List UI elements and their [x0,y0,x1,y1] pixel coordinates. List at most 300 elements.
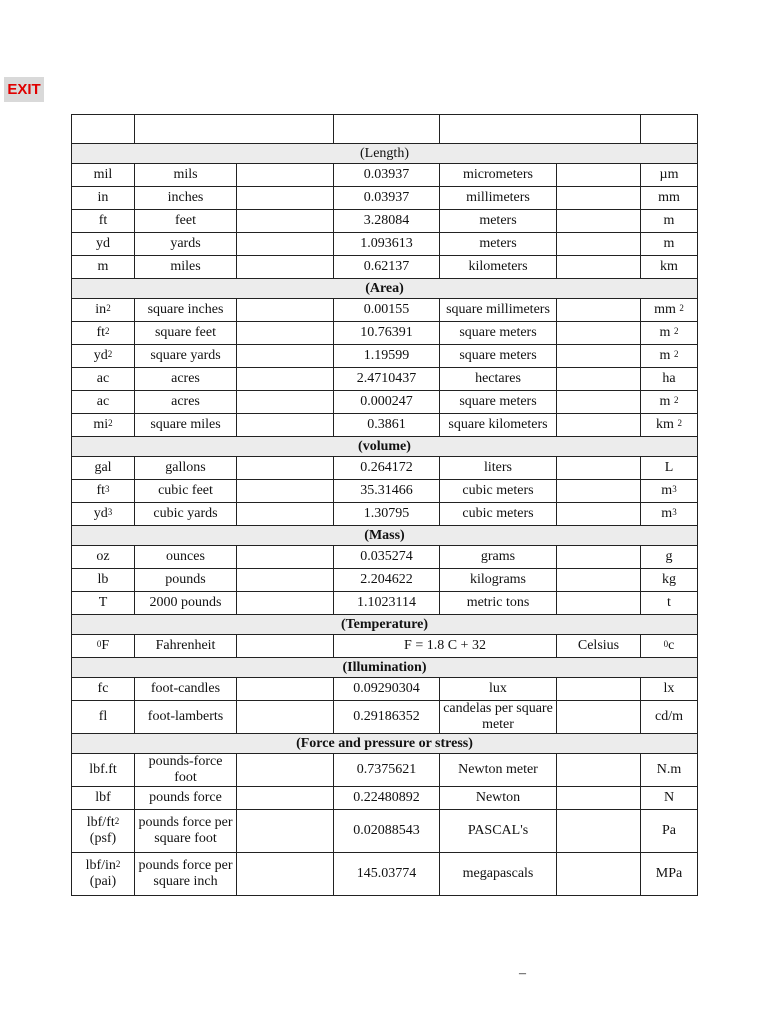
blank-cell [237,187,334,210]
blank-cell [237,569,334,592]
table-row [72,256,698,279]
symbol-cell [72,853,135,896]
target-cell [557,635,641,658]
table-row [72,787,698,810]
unit-text: L [664,460,674,475]
target-text: square kilometers [448,417,548,432]
unit-cell [641,322,698,345]
symbol-superscript: 2 [115,859,121,869]
target-cell [440,853,557,896]
symbol-text: lbf/ft [86,815,115,830]
table-row [72,233,698,256]
table-row [72,187,698,210]
factor-cell [334,853,440,896]
unit-cell [641,635,698,658]
target-cell [440,414,557,437]
name-cell [135,853,237,896]
factor-text: 35.31466 [360,483,413,498]
name-text: cubic feet [158,483,213,498]
name-cell [135,322,237,345]
table-row [72,457,698,480]
name-cell [135,210,237,233]
factor-cell [334,701,440,734]
section-title [72,144,698,164]
factor-text: 0.03937 [363,190,410,205]
table-row [72,480,698,503]
symbol-text: in [97,190,109,205]
target-text: Newton [475,790,521,805]
unit-cell [641,187,698,210]
target-text: meters [479,213,517,228]
symbol-cell [72,322,135,345]
blank-cell [557,210,641,233]
blank-cell [237,853,334,896]
section-header-row [72,526,698,546]
unit-text: ha [662,371,676,386]
symbol-text: oz [96,549,110,564]
name-cell [135,635,237,658]
symbol-text: lbf/in [85,858,116,873]
symbol-text: ft [96,483,106,498]
name-text: feet [175,213,196,228]
blank-cell [557,480,641,503]
unit-superscript: 2 [673,349,679,359]
factor-text: 0.000247 [360,394,413,409]
blank-cell [557,853,641,896]
target-cell [440,503,557,526]
factor-cell [334,299,440,322]
conversion-table [71,114,698,896]
unit-text: m [659,348,674,363]
section-title-text: (Length) [360,145,409,161]
blank-cell [557,678,641,701]
symbol-text: ft [98,213,108,228]
blank-cell [237,299,334,322]
factor-cell [334,480,440,503]
name-cell [135,457,237,480]
symbol-superscript: 3 [105,484,110,494]
target-text: Newton meter [458,762,538,777]
target-cell [440,810,557,853]
blank-cell [557,233,641,256]
factor-cell [334,810,440,853]
section-header-row [72,144,698,164]
target-text: liters [484,460,512,475]
unit-cell [641,457,698,480]
name-cell [135,233,237,256]
symbol-cell [72,592,135,615]
target-text: kilograms [470,572,526,587]
symbol-superscript: 3 [107,507,113,517]
target-text: square meters [459,394,537,409]
section-title-text: (Area) [365,280,404,296]
blank-cell [237,810,334,853]
unit-text: km [656,417,678,432]
symbol-cell [72,256,135,279]
name-text: inches [167,190,204,205]
unit-text: mm [654,302,680,317]
symbol-cell [72,368,135,391]
symbol-text: lb [97,572,109,587]
name-cell [135,187,237,210]
table-row [72,299,698,322]
name-cell [135,256,237,279]
name-text: square inches [147,302,224,317]
name-text: square feet [154,325,217,340]
name-cell [135,299,237,322]
factor-text: 0.09290304 [353,681,420,696]
unit-superscript: 3 [672,484,677,494]
target-cell [440,569,557,592]
unit-cell [641,810,698,853]
name-cell [135,754,237,787]
factor-cell [334,391,440,414]
target-text: metric tons [466,595,530,610]
symbol-cell [72,299,135,322]
unit-text: km [660,259,678,274]
symbol-text: yd [96,236,110,251]
unit-cell [641,480,698,503]
blank-cell [557,345,641,368]
target-text: Celsius [577,638,620,653]
unit-cell [641,368,698,391]
section-title-text: (Mass) [364,527,405,543]
symbol-text: lbf.ft [89,762,117,777]
name-cell [135,546,237,569]
section-header-row [72,437,698,457]
unit-text: mm [658,190,680,205]
name-text: gallons [165,460,206,475]
unit-text: m [659,394,674,409]
symbol-text: lbf [95,790,111,805]
target-cell [440,233,557,256]
blank-cell [237,368,334,391]
symbol-cell [72,480,135,503]
symbol-cell [72,210,135,233]
factor-text: 1.30795 [363,506,410,521]
table-row [72,368,698,391]
symbol-text: yd [93,506,108,521]
section-title [72,437,698,457]
factor-text: 2.4710437 [356,371,417,386]
table-row [72,322,698,345]
section-title [72,658,698,678]
table-row [72,592,698,615]
name-text: ounces [166,549,205,564]
symbol-text: in [95,302,107,317]
symbol-text: ft [96,325,106,340]
symbol-text: gal [94,460,112,475]
name-text: square yards [150,348,221,363]
factor-text: 10.76391 [360,325,413,340]
blank-cell [237,164,334,187]
unit-text: N [663,790,675,805]
unit-cell [641,391,698,414]
name-text: mils [173,167,198,182]
factor-text: 1.093613 [360,236,413,251]
name-cell [135,569,237,592]
unit-cell [641,787,698,810]
blank-cell [237,345,334,368]
name-text: yards [170,236,201,251]
target-cell [440,787,557,810]
table-row [72,164,698,187]
blank-cell [557,592,641,615]
section-title-text: (Force and pressure or stress) [296,735,473,751]
symbol-superscript: 2 [114,816,120,826]
target-text: square meters [459,325,537,340]
unit-cell [641,592,698,615]
name-cell [135,503,237,526]
unit-superscript: 2 [673,395,679,405]
blank-cell [557,187,641,210]
header-cell [72,115,135,144]
name-text: foot-lamberts [147,709,224,724]
unit-text: N.m [656,762,682,777]
section-title [72,615,698,635]
target-text: micrometers [463,167,533,182]
name-text: acres [171,371,200,386]
blank-cell [237,503,334,526]
blank-cell [237,322,334,345]
factor-cell [334,210,440,233]
blank-cell [557,701,641,734]
symbol-cell [72,546,135,569]
target-cell [440,546,557,569]
blank-cell [557,503,641,526]
factor-cell [334,546,440,569]
blank-cell [557,414,641,437]
unit-cell [641,345,698,368]
factor-cell [334,787,440,810]
factor-text: 0.00155 [363,302,410,317]
name-text: square miles [150,417,221,432]
unit-text: t [667,595,671,610]
unit-cell [641,853,698,896]
target-text: square millimeters [446,302,550,317]
symbol-cell [72,701,135,734]
unit-superscript: 0 [663,639,669,649]
name-cell [135,345,237,368]
unit-text: Pa [662,823,676,838]
factor-text: 0.22480892 [353,790,420,805]
factor-text: 1.19599 [363,348,410,363]
symbol-cell [72,754,135,787]
unit-text: m [663,213,675,228]
section-header-row [72,615,698,635]
factor-text: 0.62137 [363,259,410,274]
symbol-cell [72,414,135,437]
blank-cell [237,701,334,734]
name-text: pounds force per square foot [138,815,233,846]
factor-cell [334,592,440,615]
section-title [72,734,698,754]
blank-cell [557,322,641,345]
unit-cell [641,678,698,701]
section-header-row [72,279,698,299]
table-row [72,853,698,896]
unit-cell [641,414,698,437]
factor-cell [334,457,440,480]
table-row [72,345,698,368]
blank-cell [557,391,641,414]
factor-text: 0.02088543 [353,823,420,838]
factor-cell [334,569,440,592]
symbol-superscript: 0 [96,639,102,649]
unit-text: c [668,638,675,653]
unit-text: m [659,325,674,340]
symbol-text: m [97,259,109,274]
target-cell [440,187,557,210]
section-header-row [72,658,698,678]
target-cell [440,480,557,503]
blank-cell [237,256,334,279]
table-row [72,391,698,414]
name-text: pounds force per square inch [138,858,233,889]
factor-text: 0.264172 [360,460,413,475]
target-text: cubic meters [462,483,534,498]
symbol-cell [72,810,135,853]
header-row [72,115,698,144]
section-title [72,526,698,546]
symbol-cell [72,233,135,256]
section-title-text: (Illumination) [342,659,427,675]
target-text: cubic meters [462,506,534,521]
blank-cell [237,678,334,701]
name-text: pounds force [149,790,222,805]
blank-cell [557,368,641,391]
unit-text: lx [663,681,675,696]
factor-cell [334,187,440,210]
factor-cell [334,754,440,787]
factor-text: 0.7375621 [356,762,417,777]
unit-text: cd/m [655,709,683,724]
target-cell [440,457,557,480]
factor-text: 3.28084 [363,213,410,228]
symbol-cell [72,787,135,810]
blank-cell [237,391,334,414]
section-title [72,279,698,299]
symbol-text: mil [93,167,113,182]
name-cell [135,678,237,701]
factor-text: 0.29186352 [353,709,420,724]
exit-button[interactable]: EXIT [4,77,44,102]
unit-text: µm [659,167,679,182]
target-cell [440,754,557,787]
target-text: grams [480,549,516,564]
target-cell [440,210,557,233]
unit-cell [641,164,698,187]
table-row [72,210,698,233]
target-text: hectares [475,371,521,386]
target-text: kilometers [468,259,528,274]
unit-text: MPa [655,866,683,881]
unit-cell [641,546,698,569]
name-text: 2000 pounds [149,595,222,610]
target-cell [440,256,557,279]
table-row [72,503,698,526]
name-cell [135,414,237,437]
table-row [72,810,698,853]
header-cell [641,115,698,144]
symbol-text: fl [98,709,108,724]
symbol-cell [72,635,135,658]
factor-cell [334,164,440,187]
target-cell [440,345,557,368]
formula-cell [334,635,557,658]
symbol-superscript: 2 [108,418,113,428]
target-cell [440,678,557,701]
name-cell [135,810,237,853]
symbol-cell [72,187,135,210]
unit-cell [641,701,698,734]
blank-cell [237,592,334,615]
table-row [72,701,698,734]
target-cell [440,299,557,322]
name-cell [135,787,237,810]
name-cell [135,391,237,414]
blank-cell [557,256,641,279]
symbol-superscript: 2 [106,303,111,313]
symbol-cell [72,457,135,480]
unit-cell [641,503,698,526]
factor-cell [334,678,440,701]
symbol-cell [72,164,135,187]
section-title-text: (volume) [358,438,411,454]
factor-cell [334,368,440,391]
header-cell [334,115,440,144]
factor-cell [334,345,440,368]
blank-cell [237,480,334,503]
symbol-text: T [98,595,108,610]
symbol-text: F [101,638,110,653]
unit-text: g [665,549,673,564]
unit-superscript: 2 [679,303,684,313]
unit-cell [641,569,698,592]
name-text: foot-candles [150,681,221,696]
unit-text: m [663,236,675,251]
unit-cell [641,299,698,322]
unit-text: m [661,483,673,498]
symbol-text: yd [93,348,108,363]
factor-text: 0.03937 [363,167,410,182]
target-text: meters [479,236,517,251]
target-cell [440,368,557,391]
symbol-text: ac [96,371,110,386]
factor-text: 0.3861 [367,417,406,432]
blank-cell [557,546,641,569]
target-cell [440,592,557,615]
name-cell [135,164,237,187]
blank-cell [237,210,334,233]
blank-cell [237,787,334,810]
target-text: millimeters [466,190,530,205]
table-row [72,754,698,787]
symbol-superscript: 2 [107,349,113,359]
unit-superscript: 2 [673,326,679,336]
name-text: Fahrenheit [155,638,216,653]
unit-text: m [661,506,673,521]
target-cell [440,322,557,345]
table-row [72,569,698,592]
blank-cell [237,414,334,437]
factor-cell [334,322,440,345]
unit-superscript: 2 [677,418,682,428]
symbol-sub-text: (psf) [89,831,117,846]
blank-cell [237,754,334,787]
header-cell [135,115,334,144]
blank-cell [237,233,334,256]
